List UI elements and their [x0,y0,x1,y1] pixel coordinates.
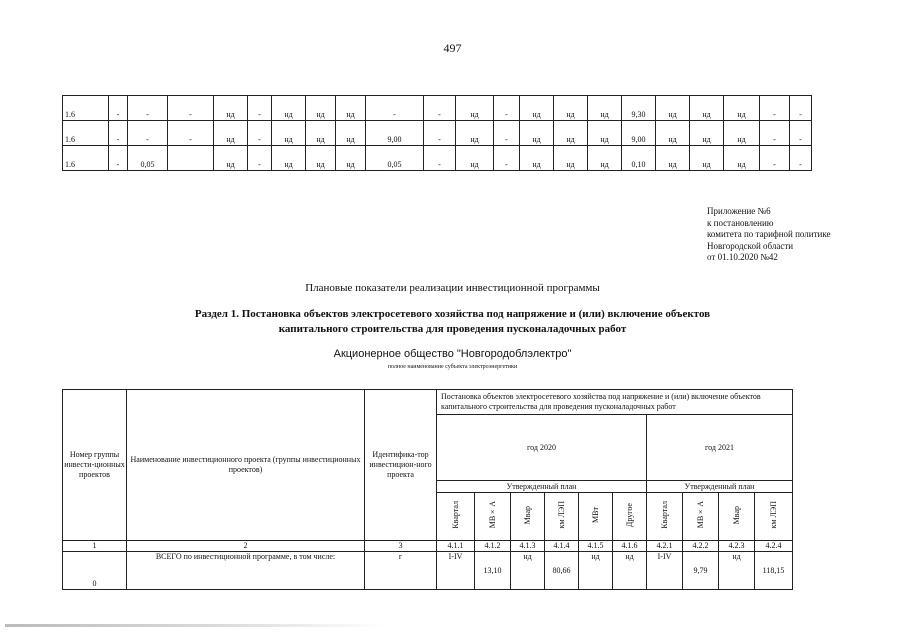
table-cell: - [790,121,812,146]
table-cell: - [790,96,812,121]
total-value: 80,66 [545,552,579,590]
subheader-label: км ЛЭП [556,501,566,529]
appendix-line: от 01.10.2020 №42 [707,252,778,262]
table-cell: - [128,121,168,146]
table-row [63,146,812,171]
table-cell: нд [656,121,690,146]
table-cell: - [168,121,214,146]
total-row [63,552,793,590]
table-cell: нд [554,121,588,146]
section-title [0,307,905,337]
table-cell: нд [690,146,724,171]
plan-title: Плановые показатели реализации инвестиционной программы [305,282,600,294]
total-value: I-IV [647,552,683,590]
header-year-2021: год 2021 [647,415,793,481]
header-number: Номер группы инвести-ционных проектов [63,390,127,541]
subheader-cell [647,493,683,541]
table-cell: 9,30 [622,96,656,121]
subheader-cell [755,493,793,541]
table-cell: нд [554,146,588,171]
subheader-cell [719,493,755,541]
index-cell: 4.1.5 [579,541,613,552]
table-cell: нд [214,121,248,146]
table-cell: - [168,96,214,121]
table-cell: нд [272,121,306,146]
scan-edge-mark [5,624,385,627]
subheader-label: МВт [590,507,600,523]
subheader-cell [437,493,475,541]
index-cell: 3 [365,541,437,552]
company-subtitle: полное наименование субъекта электроэнергетики [387,364,518,370]
index-cell: 4.1.4 [545,541,579,552]
appendix-note [707,206,831,264]
table-cell: - [760,146,790,171]
total-value: нд [511,552,545,590]
index-cell: 4.2.4 [755,541,793,552]
table-cell: нд [724,96,760,121]
table-cell: нд [588,146,622,171]
index-cell: 4.2.2 [683,541,719,552]
table-cell: 0,05 [128,146,168,171]
table-cell: - [128,96,168,121]
table-cell: нд [724,121,760,146]
section-title-line: капитального строительства для проведения пусконаладочных работ [278,323,627,335]
table-cell: 9,00 [622,121,656,146]
appendix-line: комитета по тарифной политике [707,229,831,239]
table-cell: - [760,121,790,146]
table-cell: - [494,96,520,121]
table-cell: нд [214,96,248,121]
table-cell: - [366,96,424,121]
subheader-label: Мвар [522,505,532,525]
subheader-label: МВ×А [487,501,497,529]
table-cell: нд [214,146,248,171]
total-value: I-IV [437,552,475,590]
table-cell: 1.6 [63,96,109,121]
table-cell [168,146,214,171]
total-identifier: г [365,552,437,590]
subheader-label: Другое [624,502,634,528]
continuation-table [62,95,812,171]
table-cell: нд [554,96,588,121]
total-number: 0 [63,552,127,590]
table-cell: 0,10 [622,146,656,171]
subheader-cell [545,493,579,541]
header-group: Постановка объектов электросетевого хозяйства под напряжение и (или) включение объектов капитального строительства для проведения пусконаладочных работ [437,390,793,415]
index-row [63,541,793,552]
table-cell: - [424,146,456,171]
header-plan-2020: Утвержденный план [437,481,647,493]
table-cell: - [760,96,790,121]
total-value: 9,79 [683,552,719,590]
table-cell: нд [690,121,724,146]
total-value: 13,10 [475,552,511,590]
table-cell: - [248,146,272,171]
subheader-cell [613,493,647,541]
table-cell: нд [724,146,760,171]
total-name: ВСЕГО по инвестиционной программе, в том числе: [127,552,365,590]
section-title-line: Раздел 1. Постановка объектов электросетевого хозяйства под напряжение и (или) включение объектов [194,308,711,320]
table-cell: нд [306,121,336,146]
table-cell: 1.6 [63,121,109,146]
table-row [63,121,812,146]
table-cell: - [494,121,520,146]
table-cell: нд [520,121,554,146]
header-project-name: Наименование инвестиционного проекта (группы инвестиционных проектов) [127,390,365,541]
index-cell: 4.1.1 [437,541,475,552]
table-cell: нд [690,96,724,121]
table-cell: нд [520,96,554,121]
table-cell: - [109,96,128,121]
subheader-cell [475,493,511,541]
table-cell: нд [456,121,494,146]
table-row [63,96,812,121]
table-cell: нд [336,121,366,146]
subheader-cell [683,493,719,541]
index-cell: 2 [127,541,365,552]
table-cell: нд [306,146,336,171]
subheader-label: км ЛЭП [768,501,778,529]
appendix-line: Новгородской области [707,240,794,251]
table-cell: - [424,96,456,121]
table-cell: нд [456,146,494,171]
investment-table [62,389,793,590]
index-cell: 4.2.3 [719,541,755,552]
table-cell: нд [272,96,306,121]
table-cell: - [109,121,128,146]
index-cell: 4.1.6 [613,541,647,552]
total-value: нд [579,552,613,590]
subheader-label: МВ×А [695,501,705,529]
subheader-cell [579,493,613,541]
table-cell: 0,05 [366,146,424,171]
table-cell: нд [520,146,554,171]
index-cell: 1 [63,541,127,552]
header-year-2020: год 2020 [437,415,647,481]
total-value: нд [613,552,647,590]
table-cell: - [109,146,128,171]
total-value: 118,15 [755,552,793,590]
table-cell: нд [336,96,366,121]
table-cell: - [790,146,812,171]
table-cell: нд [656,96,690,121]
table-cell: 1.6 [63,146,109,171]
appendix-line: к постановлению [707,217,774,228]
table-cell: нд [656,146,690,171]
table-cell: нд [588,121,622,146]
index-cell: 4.1.3 [511,541,545,552]
page-number: 497 [443,41,462,55]
table-cell: нд [306,96,336,121]
subheader-label: Квартал [659,501,669,529]
index-cell: 4.1.2 [475,541,511,552]
table-cell: нд [336,146,366,171]
table-cell: нд [272,146,306,171]
table-cell: - [494,146,520,171]
appendix-line: Приложение №6 [707,206,771,216]
subheader-label: Мвар [731,505,741,525]
table-cell: нд [456,96,494,121]
company-name: Акционерное общество "Новгородоблэлектро" [333,348,572,360]
total-value: нд [719,552,755,590]
index-cell: 4.2.1 [647,541,683,552]
table-cell: нд [588,96,622,121]
table-cell: - [248,121,272,146]
table-cell: 9,00 [366,121,424,146]
subheader-label: Квартал [450,501,460,529]
header-identifier: Идентифика-тор инвестицион-ного проекта [365,390,437,541]
table-cell: - [424,121,456,146]
header-plan-2021: Утвержденный план [647,481,793,493]
subheader-cell [511,493,545,541]
table-cell: - [248,96,272,121]
